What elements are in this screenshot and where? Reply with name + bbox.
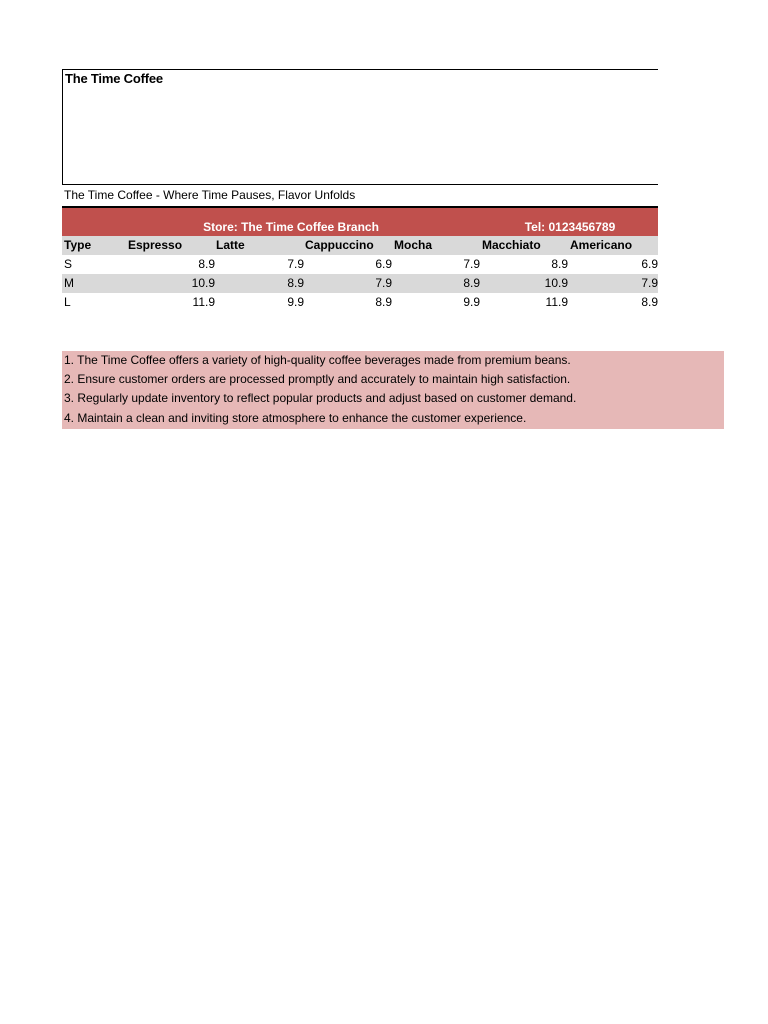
- title-box: [62, 69, 658, 185]
- price-cell: 7.9: [287, 257, 304, 271]
- price-cell: 10.9: [191, 276, 215, 290]
- row-type: M: [64, 276, 74, 290]
- store-phone: Tel: 0123456789: [524, 220, 616, 234]
- price-cell: 7.9: [375, 276, 392, 290]
- table-row: [62, 293, 658, 312]
- note-item: 1. The Time Coffee offers a variety of high-quality coffee beverages made from premium beans.: [64, 353, 571, 367]
- price-cell: 10.9: [544, 276, 568, 290]
- price-cell: 11.9: [192, 295, 215, 309]
- price-cell: 8.9: [641, 295, 658, 309]
- sheet-title: The Time Coffee: [65, 71, 163, 86]
- price-cell: 8.9: [287, 276, 304, 290]
- row-type: S: [64, 257, 73, 271]
- col-header-macchiato: Macchiato: [482, 238, 541, 252]
- price-cell: 8.9: [551, 257, 568, 271]
- price-cell: 8.9: [375, 295, 392, 309]
- price-cell: 6.9: [641, 257, 658, 271]
- note-item: 4. Maintain a clean and inviting store atmosphere to enhance the customer experience.: [64, 411, 527, 425]
- table-row: [62, 255, 658, 274]
- price-cell: 8.9: [198, 257, 215, 271]
- row-type: L: [64, 295, 71, 309]
- price-cell: 6.9: [375, 257, 392, 271]
- col-header-espresso: Espresso: [128, 238, 183, 252]
- price-cell: 11.9: [545, 295, 568, 309]
- note-item: 3. Regularly update inventory to reflect popular products and adjust based on customer demand.: [64, 391, 577, 405]
- col-header-type: Type: [64, 238, 92, 252]
- table-row: [62, 274, 658, 293]
- table-header-row: [62, 236, 658, 255]
- note-item: 2. Ensure customer orders are processed promptly and accurately to maintain high satisfaction.: [64, 372, 571, 386]
- col-header-mocha: Mocha: [394, 238, 433, 252]
- tagline: The Time Coffee - Where Time Pauses, Flavor Unfolds: [64, 188, 356, 202]
- col-header-cappuccino: Cappuccino: [305, 238, 374, 252]
- notes-block: [62, 351, 724, 429]
- price-cell: 9.9: [463, 295, 480, 309]
- store-name: Store: The Time Coffee Branch: [203, 220, 379, 234]
- store-header-band: [62, 206, 658, 236]
- col-header-latte: Latte: [216, 238, 245, 252]
- price-cell: 7.9: [463, 257, 480, 271]
- col-header-americano: Americano: [570, 238, 633, 252]
- price-cell: 8.9: [463, 276, 480, 290]
- price-cell: 9.9: [287, 295, 304, 309]
- price-cell: 7.9: [641, 276, 658, 290]
